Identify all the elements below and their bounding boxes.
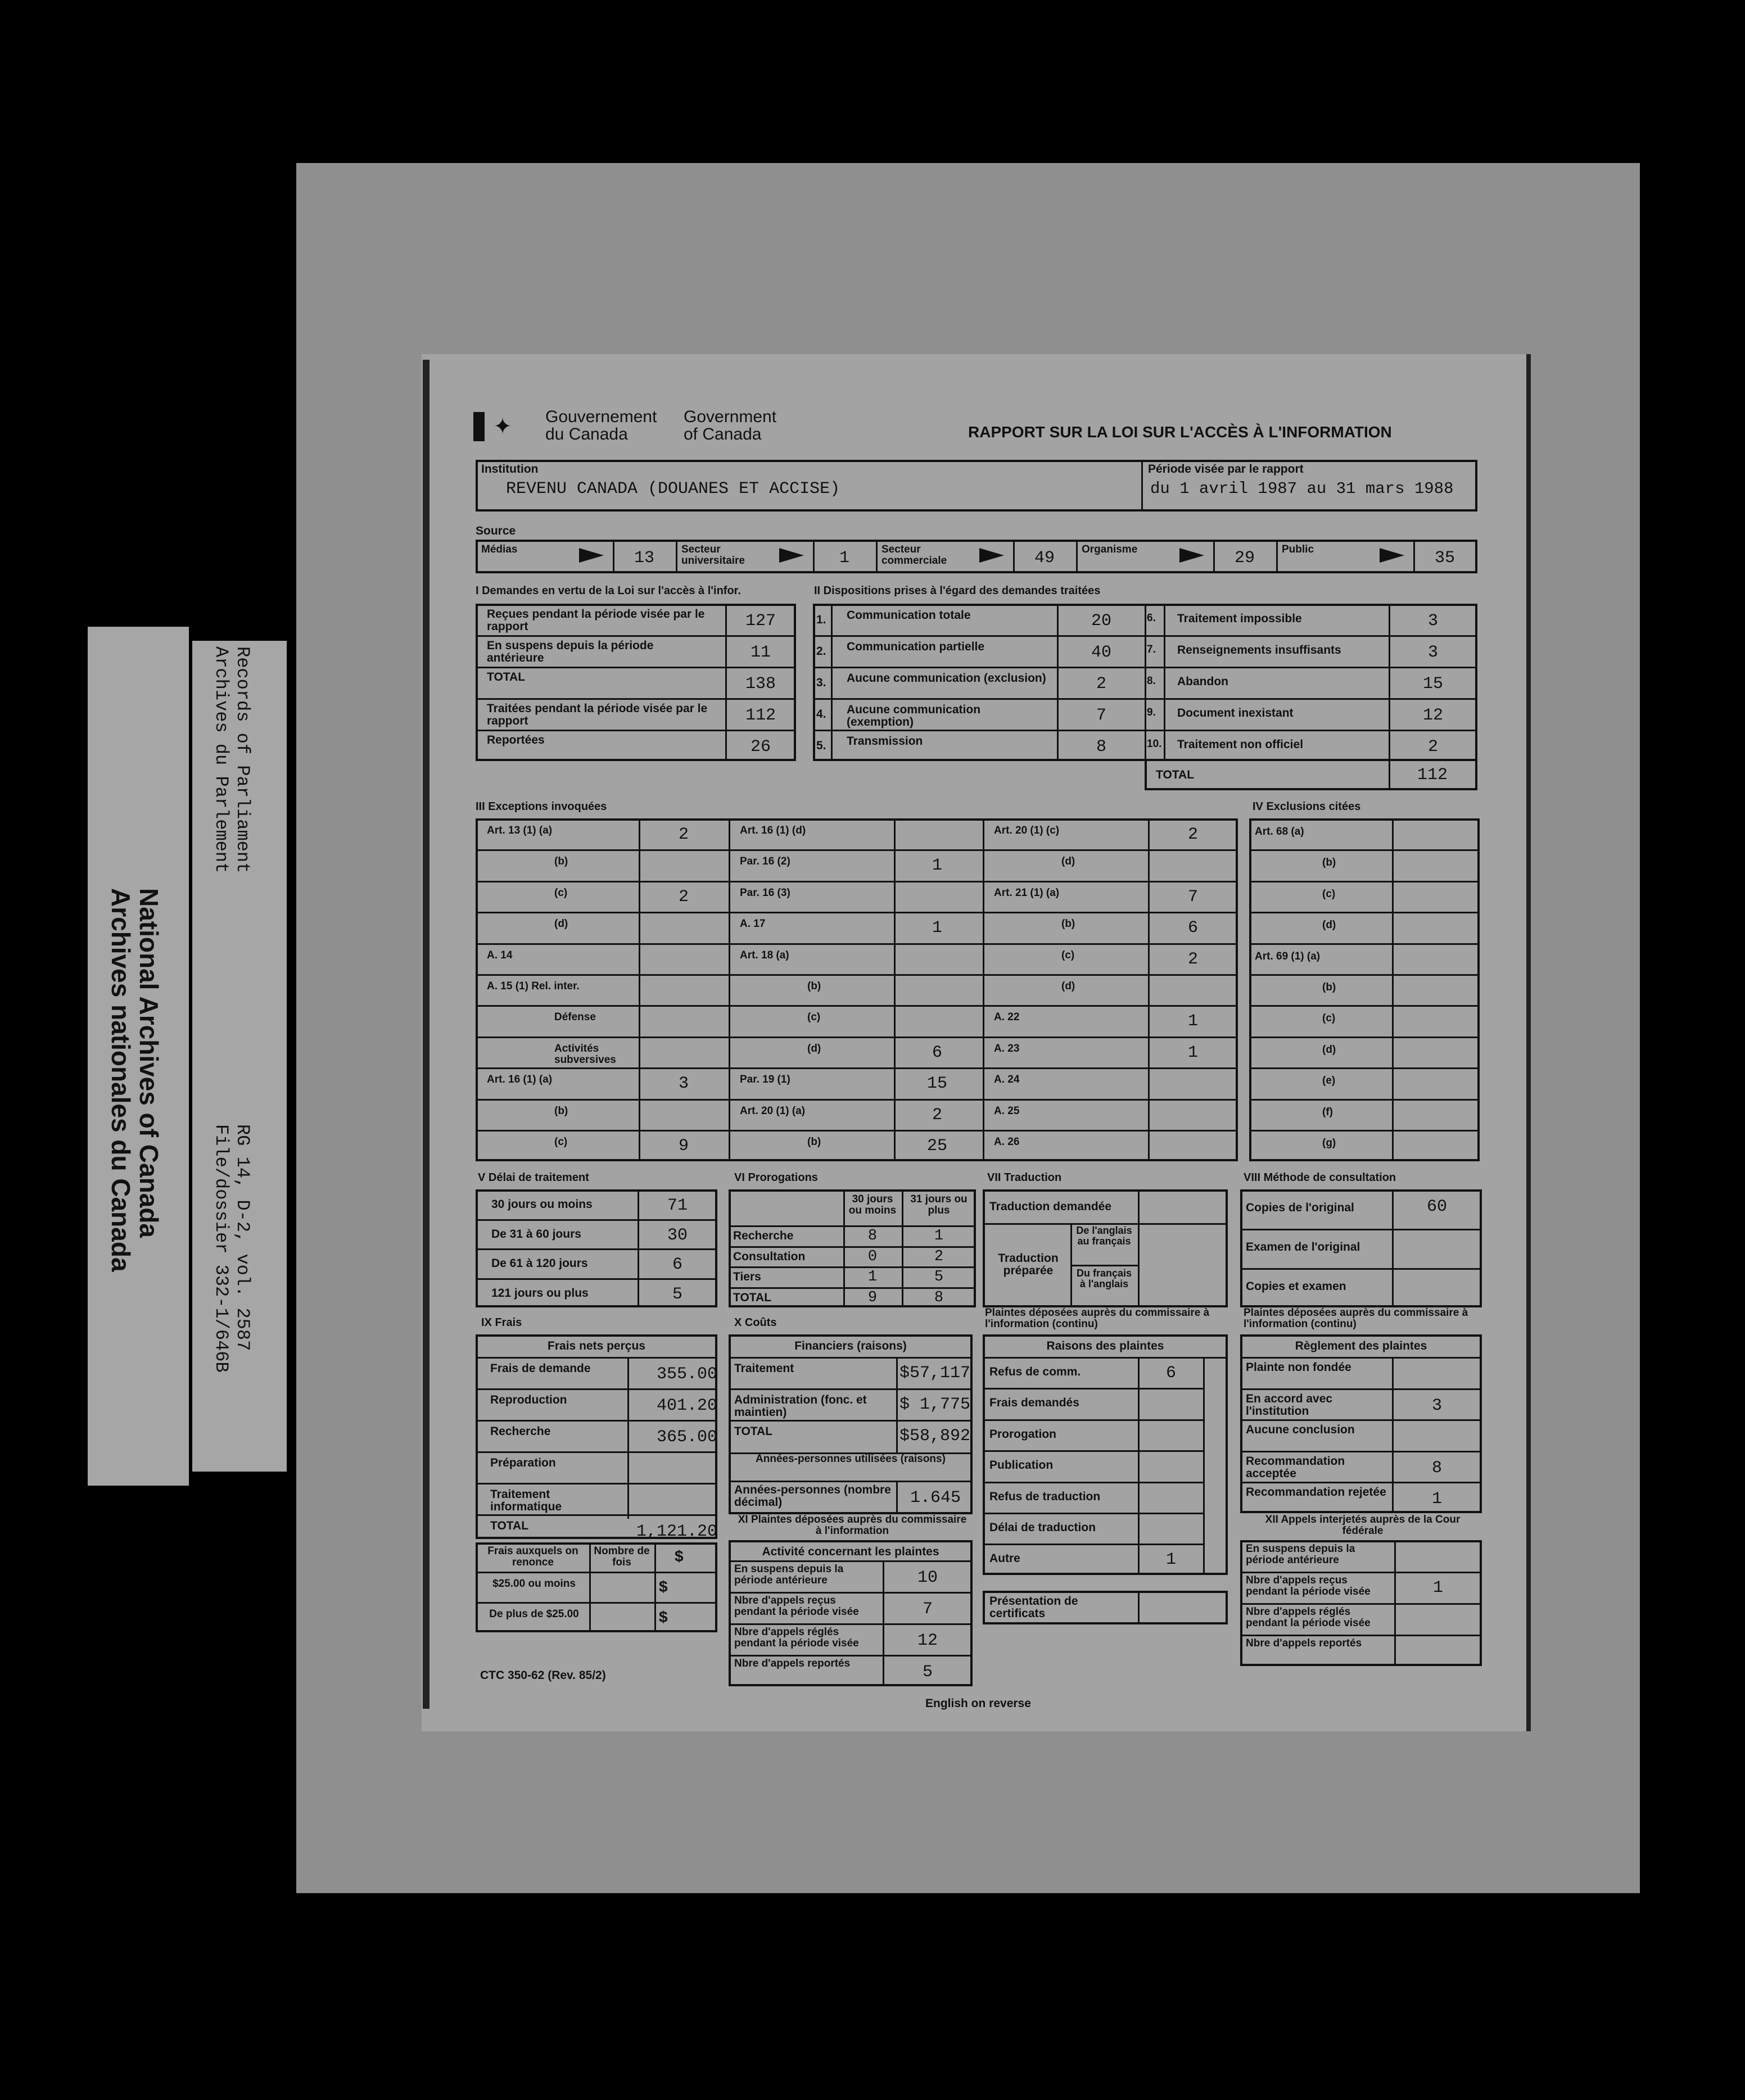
section2-left-num: 4. (816, 708, 826, 721)
certificates-label: Présentation de certificats (989, 1595, 1078, 1621)
section3-col2-label: (b) (807, 1136, 821, 1148)
section2-right-num: 10. (1147, 738, 1162, 750)
section3-col3-label: (c) (1061, 949, 1075, 961)
section4-row-label: (g) (1322, 1137, 1336, 1149)
settlement-row-label: Recommandation acceptée (1246, 1454, 1345, 1480)
source-value-3: 29 (1234, 549, 1255, 568)
section2-left-value: 8 (1096, 737, 1106, 757)
source-value-2: 49 (1034, 549, 1055, 568)
arrow-icon (579, 548, 604, 563)
section10-row-value: $57,117 (899, 1364, 971, 1383)
form-left-edge (423, 360, 430, 1709)
dollar-sign: $ (659, 1578, 668, 1595)
translation-requested-label: Traduction demandée (989, 1200, 1112, 1213)
section3-col1-label: A. 14 (487, 949, 513, 961)
section1-row-value: 26 (750, 737, 771, 757)
section11-row-value: 5 (922, 1663, 933, 1682)
section2-left-value: 40 (1091, 643, 1111, 662)
section11-row-label: Nbre d'appels reportés (734, 1658, 851, 1669)
section1-row-value: 112 (745, 706, 776, 725)
section3-col1-label: (c) (554, 886, 568, 899)
section3-col2-label: Art. 20 (1) (a) (740, 1105, 806, 1117)
records-fr: Archives du Parlement (211, 646, 232, 874)
dollar-sign: $ (659, 1608, 668, 1626)
section4-row-label: (d) (1322, 1043, 1336, 1056)
section3-col3-label: A. 26 (994, 1136, 1020, 1148)
section2-left-value: 7 (1096, 706, 1106, 725)
complaint-reason-label: Refus de comm. (989, 1365, 1081, 1378)
period-value: du 1 avril 1987 au 31 mars 1988 (1150, 479, 1454, 498)
form-title: RAPPORT SUR LA LOI SUR L'ACCÈS À L'INFORMATION (968, 423, 1392, 441)
complaint-reason-label: Frais demandés (989, 1396, 1079, 1410)
complaint-reason-value: 6 (1165, 1364, 1176, 1383)
section6-row-label: Tiers (733, 1270, 761, 1283)
section3-col3-label: Art. 21 (1) (a) (994, 886, 1060, 899)
section3-col2-value: 6 (932, 1043, 942, 1062)
source-value-0: 13 (634, 549, 654, 568)
section9-row-label: TOTAL (490, 1519, 529, 1532)
section6-col-a: 30 jours ou moins (848, 1193, 897, 1216)
section2-right-value: 3 (1427, 643, 1438, 662)
section3-col2-label: Art. 18 (a) (740, 949, 789, 961)
section5-row-value: 5 (672, 1284, 682, 1304)
section1-title: I Demandes en vertu de la Loi sur l'accès à l'infor. (476, 585, 741, 597)
section3-col3-label: Art. 20 (1) (c) (994, 825, 1060, 836)
source-label-0: Médias (481, 544, 518, 555)
section3-col2-label: (b) (807, 980, 821, 992)
section2-right-label: Traitement non officiel (1177, 738, 1304, 751)
section2-right-label: Renseignements insuffisants (1177, 644, 1341, 657)
section9-row-value: 1,121.20 (636, 1522, 717, 1541)
section3-col1-value: 3 (678, 1074, 689, 1094)
person-years-value: 1.645 (910, 1488, 961, 1508)
institution-label: Institution (481, 463, 539, 476)
file-reference: File/dossier 332-1/646B (211, 1124, 232, 1373)
section3-col3-value: 1 (1187, 1043, 1198, 1062)
section11-title: XI Plaintes déposées auprès du commissaire à l'information (738, 1514, 967, 1537)
section12-row-label: Nbre d'appels reportés (1246, 1637, 1362, 1649)
section8-row-label: Examen de l'original (1246, 1241, 1360, 1253)
section6-row-a: 1 (867, 1269, 878, 1286)
section11-row-label: Nbre d'appels reçus pendant la période visée (734, 1595, 859, 1618)
section2-left-label: Aucune communication (exemption) (847, 703, 981, 729)
section1-row-label: Reportées (487, 734, 545, 746)
section1-row-label: TOTAL (487, 671, 526, 684)
section5-row-label: 30 jours ou moins (491, 1198, 593, 1211)
section1-row-label: Reçues pendant la période visée par le rapport (487, 608, 705, 633)
source-value-4: 35 (1434, 549, 1455, 568)
section3-col2-value: 1 (932, 918, 942, 938)
arrow-icon (779, 548, 804, 563)
source-label: Source (476, 524, 516, 537)
section12-title: XII Appels interjetés auprès de la Cour fédérale (1265, 1514, 1461, 1537)
source-label-3: Organisme (1082, 544, 1138, 555)
section3-col2-label: Art. 16 (1) (d) (740, 825, 806, 836)
section2-right-num: 9. (1147, 707, 1156, 718)
section2-left-num: 2. (816, 645, 826, 658)
section9-row-value: 401.20 (656, 1396, 717, 1415)
section10-row-label: TOTAL (734, 1425, 773, 1438)
archives-fr: Archives nationales du Canada (106, 888, 135, 1272)
section3-col1-label: Art. 13 (1) (a) (487, 825, 553, 836)
source-label-1: Secteur universitaire (681, 544, 745, 567)
section12-row-label: En suspens depuis la période antérieure (1246, 1543, 1355, 1566)
section6-row-label: Recherche (733, 1229, 794, 1242)
section11-row-value: 10 (917, 1568, 938, 1587)
section3-col1-label: (b) (554, 856, 568, 868)
section3-col3-label: (b) (1061, 918, 1075, 930)
section2-title: II Dispositions prises à l'égard des demandes traitées (814, 585, 1101, 597)
section9-row-label: Traitement informatique (490, 1488, 562, 1514)
section9-row-value: 355.00 (656, 1365, 717, 1384)
section12-row-label: Nbre d'appels reçus pendant la période visée (1246, 1574, 1371, 1597)
section2-right-value: 3 (1427, 612, 1438, 631)
period-label: Période visée par le rapport (1148, 463, 1304, 476)
section3-col1-label: Activités subversives (554, 1042, 616, 1066)
section4-row-label: (b) (1322, 981, 1336, 993)
section9-title: IX Frais (481, 1316, 522, 1329)
settlement-row-label: Recommandation rejetée (1246, 1486, 1386, 1499)
waived-fees-label: Frais auxquels on renonce (487, 1545, 578, 1568)
section3-col2-value: 1 (932, 856, 942, 876)
english-on-reverse: English on reverse (925, 1697, 1031, 1710)
waived-row-label: $25.00 ou moins (492, 1578, 576, 1590)
section12-row-value: 1 (1432, 1578, 1443, 1597)
section3-col1-label: Art. 16 (1) (a) (487, 1074, 553, 1086)
section3-col3-label: (d) (1061, 856, 1075, 868)
section5-row-value: 71 (667, 1196, 688, 1215)
section6-row-a: 8 (867, 1228, 878, 1244)
section3-col1-value: 2 (678, 887, 689, 907)
section4-row-label: (f) (1322, 1106, 1333, 1118)
section11-row-label: Nbre d'appels réglés pendant la période visée (734, 1626, 859, 1649)
complaints-settlement-header: Règlement des plaintes (1295, 1339, 1427, 1352)
section3-col1-label: (c) (554, 1136, 568, 1148)
section6-title: VI Prorogations (734, 1171, 818, 1184)
section3-title: III Exceptions invoquées (476, 800, 607, 813)
section10-title: X Coûts (734, 1316, 777, 1329)
complaints-settlement-title: Plaintes déposées auprès du commissaire à l'information (continu) (1244, 1307, 1468, 1330)
section2-right-num: 8. (1147, 675, 1156, 687)
section2-right-num: 7. (1147, 644, 1156, 655)
section3-col2-label: (c) (807, 1011, 821, 1024)
section9-row-label: Recherche (490, 1425, 551, 1438)
section2-right-num: 6. (1147, 612, 1156, 624)
section11-row-label: En suspens depuis la période antérieure (734, 1563, 844, 1586)
section2-left-num: 5. (816, 739, 826, 752)
settlement-row-value: 8 (1431, 1458, 1442, 1478)
institution-value: REVENU CANADA (DOUANES ET ACCISE) (506, 479, 840, 499)
section4-row-label: (c) (1322, 888, 1336, 900)
section3-col3-value: 1 (1187, 1012, 1198, 1031)
section3-col3-label: A. 25 (994, 1105, 1020, 1117)
records-stamp-text (210, 646, 253, 873)
section6-row-b: 2 (934, 1248, 944, 1265)
section6-col-b: 31 jours ou plus (910, 1193, 968, 1216)
section5-row-label: De 31 à 60 jours (491, 1227, 581, 1241)
section2-right-label: Abandon (1177, 675, 1228, 688)
complaint-reason-label: Publication (989, 1459, 1054, 1472)
section3-col1-value: 2 (678, 825, 689, 844)
complaints-reasons-title: Plaintes déposées auprès du commissaire à l'information (continu) (985, 1307, 1210, 1330)
section9-header: Frais nets perçus (548, 1339, 645, 1352)
records-en: Records of Parliament (232, 646, 253, 874)
form-number: CTC 350-62 (Rev. 85/2) (480, 1669, 606, 1682)
section4-title: IV Exclusions citées (1253, 800, 1361, 813)
section2-left-value: 2 (1096, 675, 1106, 694)
section6-row-label: TOTAL (733, 1291, 772, 1304)
section4-row-label: (c) (1322, 1012, 1336, 1025)
settlement-row-label: En accord avec l'institution (1246, 1392, 1333, 1418)
section8-row-label: Copies de l'original (1246, 1201, 1354, 1214)
file-ref-text (210, 1124, 253, 1373)
settlement-row-value: 1 (1431, 1490, 1442, 1509)
section2-total-label: TOTAL (1156, 768, 1195, 781)
section3-col3-label: A. 23 (994, 1042, 1020, 1054)
translation-fr-en-label: Du français à l'anglais (1076, 1268, 1132, 1289)
section2-right-value: 12 (1422, 706, 1443, 725)
source-label-4: Public (1282, 544, 1314, 555)
section3-col3-label: A. 22 (994, 1011, 1020, 1024)
section10-row-value: $58,892 (899, 1427, 971, 1446)
section2-right-label: Document inexistant (1177, 707, 1294, 719)
complaint-reason-label: Autre (989, 1552, 1020, 1565)
section3-col1-value: 9 (678, 1137, 689, 1156)
section3-col2-label: Par. 16 (3) (740, 886, 790, 899)
section11-row-value: 12 (917, 1631, 938, 1650)
section3-col3-value: 2 (1187, 949, 1198, 969)
complaints-reasons-header: Raisons des plaintes (1046, 1339, 1164, 1352)
section2-left-label: Communication partielle (847, 640, 985, 653)
waived-row-label: De plus de $25.00 (489, 1608, 579, 1620)
section3-col2-label: (d) (807, 1042, 821, 1054)
translation-prepared-label: Traduction préparée (998, 1252, 1059, 1278)
source-value-1: 1 (839, 549, 849, 568)
section3-col2-label: Par. 19 (1) (740, 1074, 790, 1086)
section9-row-label: Préparation (490, 1456, 556, 1469)
section2-left-num: 1. (816, 613, 826, 626)
section2-right-label: Traitement impossible (1177, 612, 1302, 625)
section5-row-value: 30 (667, 1225, 688, 1245)
section6-row-label: Consultation (733, 1250, 806, 1263)
settlement-row-label: Aucune conclusion (1246, 1423, 1355, 1437)
section6-row-b: 5 (934, 1269, 944, 1286)
section3-col1-label: A. 15 (1) Rel. inter. (487, 980, 580, 992)
section11-row-value: 7 (922, 1600, 933, 1619)
section6-row-a: 9 (867, 1289, 878, 1306)
section1-row-value: 11 (750, 643, 771, 662)
section9-row-label: Reproduction (490, 1393, 567, 1406)
arrow-icon (1380, 548, 1404, 563)
section3-col3-label: A. 24 (994, 1074, 1020, 1086)
complaint-reason-value: 1 (1165, 1550, 1176, 1570)
section2-left-label: Transmission (847, 735, 923, 748)
section3-col3-value: 2 (1187, 825, 1198, 844)
settlement-row-value: 3 (1431, 1396, 1442, 1415)
section1-row-value: 127 (745, 612, 776, 631)
source-label-2: Secteur commerciale (881, 544, 947, 567)
count-label: Nombre de fois (594, 1545, 650, 1568)
section2-total-value: 112 (1417, 766, 1448, 785)
section11-header: Activité concernant les plaintes (762, 1545, 939, 1558)
section9-row-label: Frais de demande (490, 1362, 591, 1375)
section10-row-label: Administration (fonc. et maintien) (734, 1393, 867, 1419)
section3-col3-label: (d) (1061, 980, 1075, 992)
translation-en-fr-label: De l'anglais au français (1076, 1225, 1132, 1247)
section6-row-a: 0 (867, 1248, 878, 1265)
section12-row-label: Nbre d'appels réglés pendant la période visée (1246, 1606, 1371, 1629)
section9-row-value: 365.00 (656, 1428, 717, 1447)
section5-row-label: 121 jours ou plus (491, 1286, 589, 1300)
section10-row-label: Traitement (734, 1362, 794, 1375)
section8-title: VIII Méthode de consultation (1244, 1171, 1396, 1184)
section1-row-value: 138 (745, 675, 776, 694)
section3-col2-label: A. 17 (740, 918, 766, 930)
section2-right-value: 2 (1427, 737, 1438, 757)
complaint-reason-label: Prorogation (989, 1427, 1056, 1441)
section1-row-label: Traitées pendant la période visée par le rapport (487, 702, 708, 728)
section2-left-label: Aucune communication (exclusion) (847, 672, 1046, 685)
section3-col1-label: Défense (554, 1011, 596, 1024)
canada-flag-logo: ✦ (473, 412, 524, 441)
rg-reference: RG 14, D-2, vol. 2587 (232, 1124, 253, 1351)
section5-row-label: De 61 à 120 jours (491, 1257, 588, 1270)
gov-fr-name: Gouvernement du Canada (545, 408, 657, 443)
section2-left-label: Communication totale (847, 609, 971, 622)
section4-row-label: (e) (1322, 1075, 1336, 1087)
section3-col3-value: 6 (1187, 918, 1198, 938)
section3-col3-value: 7 (1187, 887, 1198, 907)
section4-row-label: (b) (1322, 857, 1336, 869)
section6-row-b: 8 (934, 1289, 944, 1306)
section3-col2-value: 15 (926, 1074, 947, 1094)
section10-header: Financiers (raisons) (794, 1339, 907, 1352)
section6-row-b: 1 (934, 1228, 944, 1244)
archives-en: National Archives of Canada (134, 888, 164, 1238)
section8-row-label: Copies et examen (1246, 1280, 1346, 1293)
section4-row-label: (d) (1322, 919, 1336, 931)
section1-row-label: En suspens depuis la période antérieure (487, 639, 654, 665)
complaint-reason-label: Délai de traduction (989, 1521, 1096, 1534)
settlement-row-label: Plainte non fondée (1246, 1361, 1351, 1374)
section5-title: V Délai de traitement (478, 1171, 589, 1184)
section4-table (1249, 818, 1480, 1161)
section3-col1-label: (d) (554, 918, 568, 930)
person-years-header: Années-personnes utilisées (raisons) (756, 1453, 946, 1465)
section4-row-label: Art. 69 (1) (a) (1255, 950, 1321, 962)
section7-title: VII Traduction (987, 1171, 1062, 1184)
section3-col2-label: Par. 16 (2) (740, 856, 790, 868)
section3-col1-label: (b) (554, 1105, 568, 1117)
section4-row-label: Art. 68 (a) (1255, 826, 1304, 838)
section3-col2-value: 2 (932, 1105, 942, 1125)
section2-left-value: 20 (1091, 612, 1111, 631)
arrow-icon (1179, 548, 1204, 563)
archives-stamp-text (107, 888, 163, 1272)
section3-col2-value: 25 (926, 1137, 947, 1156)
section8-row-value: 60 (1426, 1197, 1447, 1216)
complaint-reason-label: Refus de traduction (989, 1490, 1101, 1503)
section10-row-value: $ 1,775 (899, 1395, 971, 1414)
section2-right-value: 15 (1422, 675, 1443, 694)
section2-left-num: 3. (816, 676, 826, 689)
dollar-sign: $ (675, 1547, 684, 1565)
person-years-label: Années-personnes (nombre décimal) (734, 1483, 891, 1509)
arrow-icon (979, 548, 1004, 563)
section5-row-value: 6 (672, 1255, 682, 1274)
gov-en-name: Government of Canada (684, 408, 777, 443)
